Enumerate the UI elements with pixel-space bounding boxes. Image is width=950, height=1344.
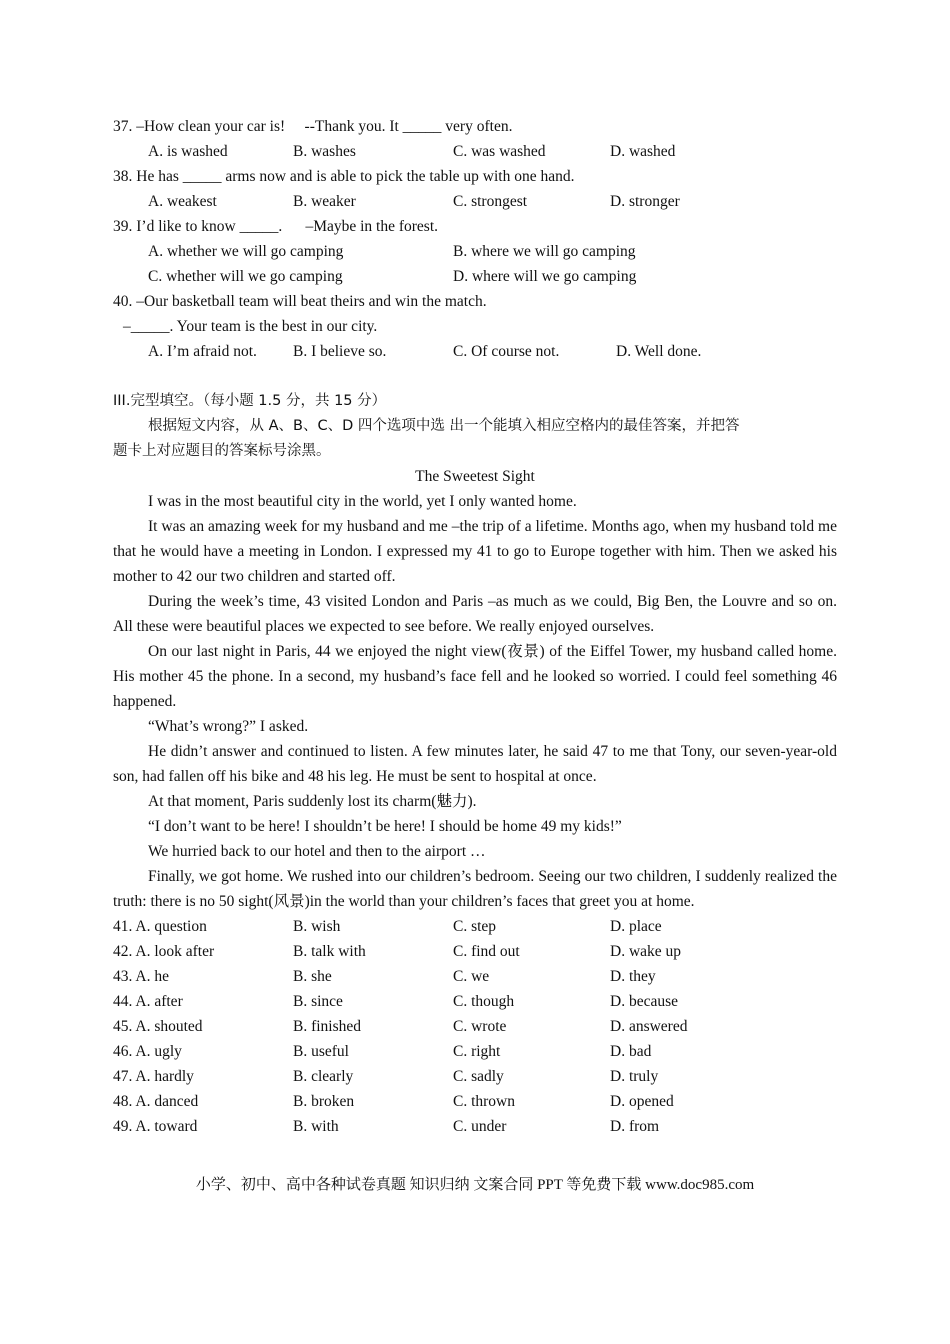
passage-paragraph: Finally, we got home. We rushed into our children’s bedroom. Seeing our two children, I suddenly realized the truth: there is no 50 sight(风景)in the world than your children’s faces that greet you at home. [113,868,837,910]
cloze-option-c: C. though [453,993,515,1010]
question-40-options [113,339,837,364]
page-footer: 小学、初中、高中各种试卷真题 知识归纳 文案合同 PPT 等免费下载 www.doc985.com [195,1177,755,1193]
question-39-options-row2 [113,264,837,289]
cloze-option-c: C. right [453,1043,501,1060]
cloze-option-a: 45. A. shouted [113,1018,203,1035]
cloze-option-a: 43. A. he [113,968,169,985]
question-37-options [113,139,837,164]
cloze-option-row [113,1039,837,1064]
question-37-stem: 37. –How clean your car is! --Thank you. It _____ very often. [113,118,513,135]
cloze-option-d: D. place [610,918,662,935]
cloze-option-d: D. bad [610,1043,652,1060]
cloze-option-c: C. we [453,968,490,985]
cloze-option-row [113,964,837,989]
question-40-stem: 40. –Our basketball team will beat theirs and win the match. [113,293,487,310]
cloze-option-b: B. talk with [293,943,366,960]
cloze-option-c: C. sadly [453,1068,504,1085]
cloze-option-d: D. answered [610,1018,688,1035]
cloze-option-c: C. find out [453,943,520,960]
cloze-option-row [113,939,837,964]
cloze-option-c: C. step [453,918,497,935]
cloze-option-d: D. truly [610,1068,659,1085]
passage-paragraph: On our last night in Paris, 44 we enjoyed the night view(夜景) of the Eiffel Tower, my husband called home. His mother 45 the phone. In a second, my husband’s face fell and he looked so worried. I could feel something 46 happened. [113,643,837,710]
cloze-option-b: B. broken [293,1093,355,1110]
cloze-option-c: C. thrown [453,1093,515,1110]
cloze-option-a: 46. A. ugly [113,1043,182,1060]
cloze-option-a: 42. A. look after [113,943,215,960]
cloze-options-list [113,914,837,1139]
question-38-options [113,189,837,214]
question-40-response: –_____. Your team is the best in our city. [123,318,378,335]
cloze-option-b: B. wish [293,918,341,935]
cloze-option-b: B. clearly [293,1068,354,1085]
cloze-option-row [113,914,837,939]
cloze-option-b: B. with [293,1118,339,1135]
passage-paragraph: “What’s wrong?” I asked. [148,718,309,735]
cloze-option-row [113,1064,837,1089]
option-c: C. Of course not. [453,343,560,360]
option-b: B. where we will go camping [453,243,636,260]
section-instruction-cont: 题卡上对应题目的答案标号涂黑。 [113,443,331,459]
option-b: B. weaker [293,193,356,210]
cloze-option-d: D. from [610,1118,660,1135]
option-c: C. whether will we go camping [148,268,343,285]
cloze-option-d: D. opened [610,1093,674,1110]
cloze-option-b: B. finished [293,1018,362,1035]
exam-page [113,114,837,1139]
option-b: B. washes [293,143,356,160]
cloze-option-row [113,1114,837,1139]
cloze-option-a: 44. A. after [113,993,183,1010]
passage-paragraph: It was an amazing week for my husband and me –the trip of a lifetime. Months ago, when my husband told me that he would have a meeting in London. I expressed my 41 to go to Europe together with him. Then we asked his mother to 42 our two children and started off. [113,518,837,585]
passage-paragraph: “I don’t want to be here! I shouldn’t be here! I should be home 49 my kids!” [148,818,622,835]
cloze-option-d: D. wake up [610,943,682,960]
option-a: A. weakest [148,193,217,210]
option-d: D. where will we go camping [453,268,637,285]
option-d: D. stronger [610,193,680,210]
question-39-options-row1 [113,239,837,264]
cloze-option-a: 49. A. toward [113,1118,198,1135]
question-38-stem: 38. He has _____ arms now and is able to pick the table up with one hand. [113,168,575,185]
cloze-option-d: D. they [610,968,656,985]
option-b: B. I believe so. [293,343,387,360]
section-instruction: 根据短文内容，从 A、B、C、D 四个选项中选 出一个能填入相应空格内的最佳答案，并把答 [148,418,740,434]
section-gap [113,364,837,389]
option-a: A. is washed [148,143,228,160]
cloze-option-row [113,989,837,1014]
cloze-option-a: 47. A. hardly [113,1068,194,1085]
section-heading: III.完型填空。（每小题 1.5 分，共 15 分） [113,393,387,409]
cloze-option-c: C. wrote [453,1018,507,1035]
option-a: A. whether we will go camping [148,243,344,260]
cloze-option-b: B. since [293,993,343,1010]
passage-title: The Sweetest Sight [415,468,535,485]
passage-paragraph: I was in the most beautiful city in the world, yet I only wanted home. [148,493,577,510]
question-39-stem: 39. I’d like to know _____. –Maybe in the forest. [113,218,439,235]
cloze-option-b: B. she [293,968,332,985]
passage-paragraph: We hurried back to our hotel and then to the airport … [148,843,486,860]
cloze-option-row [113,1014,837,1039]
cloze-option-c: C. under [453,1118,507,1135]
cloze-option-a: 41. A. question [113,918,207,935]
passage-paragraph: During the week’s time, 43 visited London and Paris –as much as we could, Big Ben, the Louvre and so on. All these were beautiful places we expected to see before. We really enjoyed ourselves. [113,593,837,635]
cloze-option-b: B. useful [293,1043,349,1060]
option-a: A. I’m afraid not. [148,343,257,360]
option-d: D. Well done. [616,343,702,360]
passage-paragraph: At that moment, Paris suddenly lost its charm(魅力). [148,793,477,810]
option-d: D. washed [610,143,676,160]
cloze-option-row [113,1089,837,1114]
cloze-option-d: D. because [610,993,678,1010]
option-c: C. strongest [453,193,528,210]
passage-paragraph: He didn’t answer and continued to listen. A few minutes later, he said 47 to me that Tony, our seven-year-old son, had fallen off his bike and 48 his leg. He must be sent to hospital at once. [113,743,837,785]
option-c: C. was washed [453,143,546,160]
cloze-option-a: 48. A. danced [113,1093,199,1110]
